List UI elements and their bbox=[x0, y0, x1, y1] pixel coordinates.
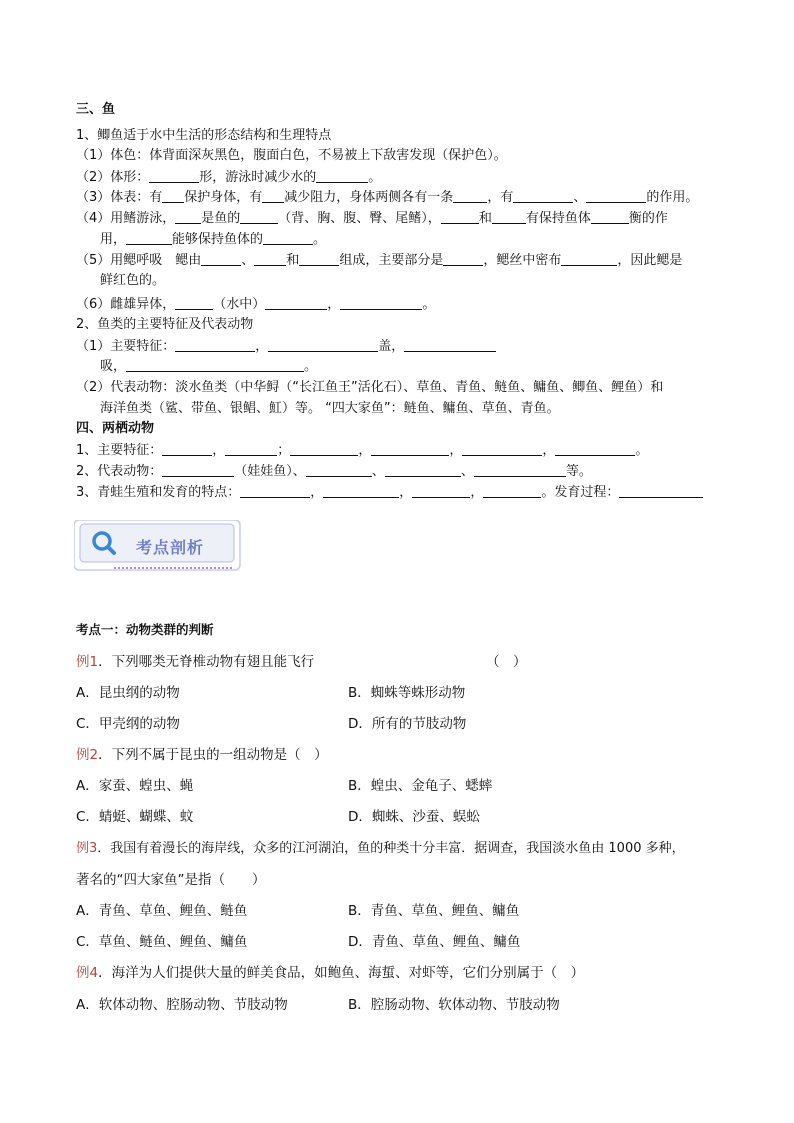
example-1: 例1．下列哪类无脊椎动物有翅且能飞行 bbox=[76, 654, 315, 670]
option-b[interactable]: B．青鱼、草鱼、鲤鱼、鳙鱼 bbox=[348, 903, 520, 919]
question-1: 1、鲫鱼适于水中生活的形态结构和生理特点 bbox=[76, 128, 332, 143]
frog-reproduction: 3、青蛙生殖和发育的特点： ， ， ， 。发育过程： bbox=[76, 484, 703, 501]
key-point-badge bbox=[74, 520, 242, 572]
answer-paren: （ ） bbox=[486, 654, 527, 670]
heading-amphibian: 四、两栖动物 bbox=[76, 421, 155, 436]
fish-examples: （2）代表动物：淡水鱼类（中华鲟（“长江鱼王”活化石）、草鱼、青鱼、鲢鱼、鳙鱼、鲫鱼、鲤鱼）和 bbox=[76, 380, 664, 395]
item-fins-cont: 用， 能够保持鱼体的 。 bbox=[100, 232, 327, 247]
option-b[interactable]: B．腔肠动物、软体动物、节肢动物 bbox=[348, 997, 560, 1013]
item-fins: （4）用鳍游泳， 是鱼的 （背、胸、腹、臀、尾鳍）， 和 有保持鱼体 衡的作 bbox=[76, 211, 668, 226]
option-d[interactable]: D．青鱼、草鱼、鲤鱼、鳙鱼 bbox=[348, 934, 521, 950]
fish-examples-cont: 海洋鱼类（鲨、带鱼、银鲳、魟）等。 “四大家鱼”：鲢鱼、鳙鱼、草鱼、青鱼。 bbox=[100, 401, 560, 416]
section-title: 考点一：动物类群的判断 bbox=[76, 622, 214, 637]
badge-label: 考点剖析 bbox=[136, 538, 205, 557]
fish-features: （1）主要特征： ， 盖， bbox=[76, 338, 496, 355]
option-b[interactable]: B．蝗虫、金龟子、蟋蟀 bbox=[348, 778, 493, 794]
item-body-shape: （2）体形： 形，游泳时减少水的 。 bbox=[76, 170, 382, 185]
item-gills-cont: 鲜红色的。 bbox=[100, 273, 166, 288]
item-body-surface: （3）体表：有 保护身体，有 减少阻力，身体两侧各有一条 ，有 、 的作用。 bbox=[76, 190, 699, 205]
item-body-color: （1）体色：体背面深灰黑色，腹面白色，不易被上下敌害发现（保护色）。 bbox=[76, 148, 507, 163]
amphibian-features: 1、主要特征： ， ； ， ， ， 。 bbox=[76, 443, 649, 458]
example-3-cont: 著名的“四大家鱼”是指（ ） bbox=[76, 872, 266, 888]
amphibian-examples: 2、代表动物： （娃娃鱼）、 、 、 等。 bbox=[76, 464, 592, 479]
option-a[interactable]: A．软体动物、腔肠动物、节肢动物 bbox=[76, 997, 288, 1013]
option-c[interactable]: C．草鱼、鲢鱼、鲤鱼、鳙鱼 bbox=[76, 934, 248, 950]
example-4: 例4．海洋为人们提供大量的鲜美食品，如鲍鱼、海蜇、对虾等，它们分别属于（ ） bbox=[76, 965, 585, 981]
option-d[interactable]: D．所有的节肢动物 bbox=[348, 716, 467, 732]
option-a[interactable]: A．青鱼、草鱼、鲤鱼、鲢鱼 bbox=[76, 903, 248, 919]
option-c[interactable]: C．甲壳纲的动物 bbox=[76, 716, 180, 732]
question-2: 2、鱼类的主要特征及代表动物 bbox=[76, 317, 254, 332]
heading-fish: 三、鱼 bbox=[76, 102, 116, 117]
example-3: 例3．我国有着漫长的海岸线，众多的江河湖泊，鱼的种类十分丰富．据调查，我国淡水鱼由 1000 多种， bbox=[76, 841, 685, 856]
option-c[interactable]: C．蜻蜓、蝴蝶、蚊 bbox=[76, 809, 194, 825]
example-2: 例2．下列不属于昆虫的一组动物是（ ） bbox=[76, 747, 328, 763]
item-gills: （5）用鳃呼吸 鳃由 、 和 组成，主要部分是 ，鳃丝中密布 ，因此鳃是 bbox=[76, 253, 683, 268]
option-a[interactable]: A．家蚕、蝗虫、蝇 bbox=[76, 778, 194, 794]
fish-features-cont: 吸， 。 bbox=[100, 359, 318, 374]
option-d[interactable]: D．蜘蛛、沙蚕、蜈蚣 bbox=[348, 809, 480, 825]
option-b[interactable]: B．蜘蛛等蛛形动物 bbox=[348, 685, 466, 701]
item-reproduction: （6）雌雄异体， （水中） ， 。 bbox=[76, 297, 436, 312]
option-a[interactable]: A．昆虫纲的动物 bbox=[76, 685, 180, 701]
